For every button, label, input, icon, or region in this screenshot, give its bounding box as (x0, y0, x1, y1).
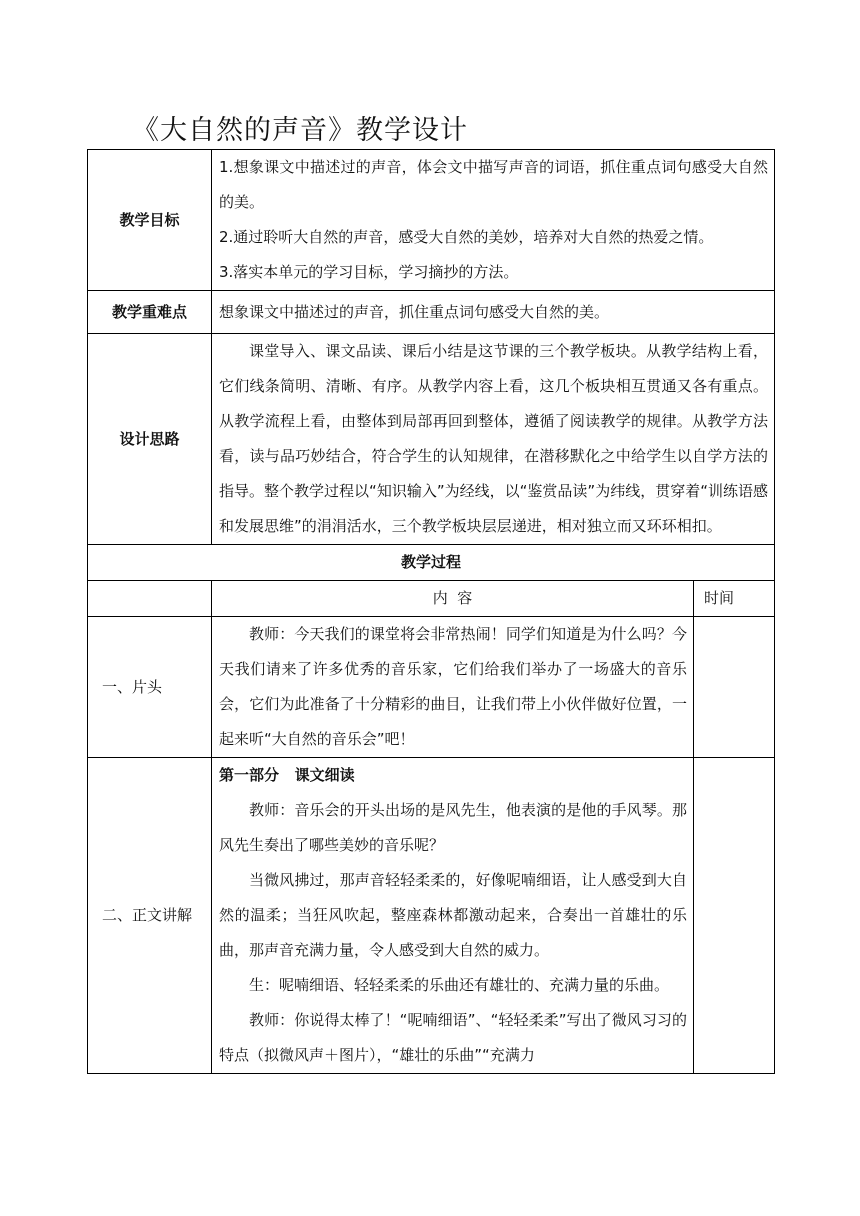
section-paragraph: 当微风拂过，那声音轻轻柔柔的，好像呢喃细语，让人感受到大自然的温柔；当狂风吹起，整座森林都激动起来，合奏出一首雄壮的乐曲，那声音充满力量，令人感受到大自然的威力。 (219, 871, 687, 959)
objectives-content (212, 150, 775, 291)
time-column-header: 时间 (694, 581, 775, 617)
section-label: 一、片头 (88, 617, 212, 758)
design-idea-content (212, 334, 775, 545)
objectives-row (88, 150, 775, 291)
section-label: 二、正文讲解 (88, 758, 212, 1074)
section-paragraph: 教师：你说得太棒了！“呢喃细语”、“轻轻柔柔”写出了微风习习的特点（拟微风声＋图片），“雄壮的乐曲”“充满力 (219, 1011, 687, 1064)
document-title: 《大自然的声音》教学设计 (132, 115, 468, 146)
empty-header-cell (88, 581, 212, 617)
process-heading: 教学过程 (88, 545, 775, 581)
objective-item: 1.想象课文中描述过的声音，体会文中描写声音的词语，抓住重点词句感受大自然的美。 (219, 158, 769, 211)
section-time-cell (694, 758, 775, 1074)
section-paragraph: 教师：今天我们的课堂将会非常热闹！同学们知道是为什么吗？今天我们请来了许多优秀的音乐家，它们给我们举办了一场盛大的音乐会，它们为此准备了十分精彩的曲目，让我们带上小伙伴做好位置，一起来听“大自然的音乐会”吧！ (219, 625, 687, 748)
process-heading-row (88, 545, 775, 581)
key-points-content: 想象课文中描述过的声音，抓住重点词句感受大自然的美。 (212, 291, 775, 334)
objective-item: 3.落实本单元的学习目标，学习摘抄的方法。 (219, 263, 519, 281)
objective-item: 2.通过聆听大自然的声音，感受大自然的美妙，培养对大自然的热爱之情。 (219, 228, 714, 246)
section-time-cell (694, 617, 775, 758)
process-column-header-row (88, 581, 775, 617)
key-points-row (88, 291, 775, 334)
section-content (212, 617, 694, 758)
process-section-row (88, 617, 775, 758)
design-idea-text: 课堂导入、课文品读、课后小结是这节课的三个教学板块。从教学结构上看，它们线条简明、清晰、有序。从教学内容上看，这几个板块相互贯通又各有重点。从教学流程上看，由整体到局部再回到整体，遵循了阅读教学的规律。从教学方法看，读与品巧妙结合，符合学生的认知规律，在潜移默化之中给学生以自学方法的指导。整个教学过程以“知识输入”为经线，以“鉴赏品读”为纬线，贯穿着“训练语感和发展思维”的涓涓活水，三个教学板块层层递进，相对独立而又环环相扣。 (219, 342, 769, 535)
process-section-row (88, 758, 775, 1074)
design-idea-label: 设计思路 (88, 334, 212, 545)
section-subheading: 第一部分 课文细读 (219, 766, 355, 784)
content-column-header: 内 容 (212, 581, 694, 617)
section-paragraph: 生：呢喃细语、轻轻柔柔的乐曲还有雄壮的、充满力量的乐曲。 (249, 976, 670, 994)
section-content (212, 758, 694, 1074)
design-idea-row (88, 334, 775, 545)
lesson-plan-table (87, 149, 775, 1074)
section-paragraph: 教师：音乐会的开头出场的是风先生，他表演的是他的手风琴。那风先生奏出了哪些美妙的音乐呢？ (219, 801, 687, 854)
key-points-label: 教学重难点 (88, 291, 212, 334)
objectives-label: 教学目标 (88, 150, 212, 291)
